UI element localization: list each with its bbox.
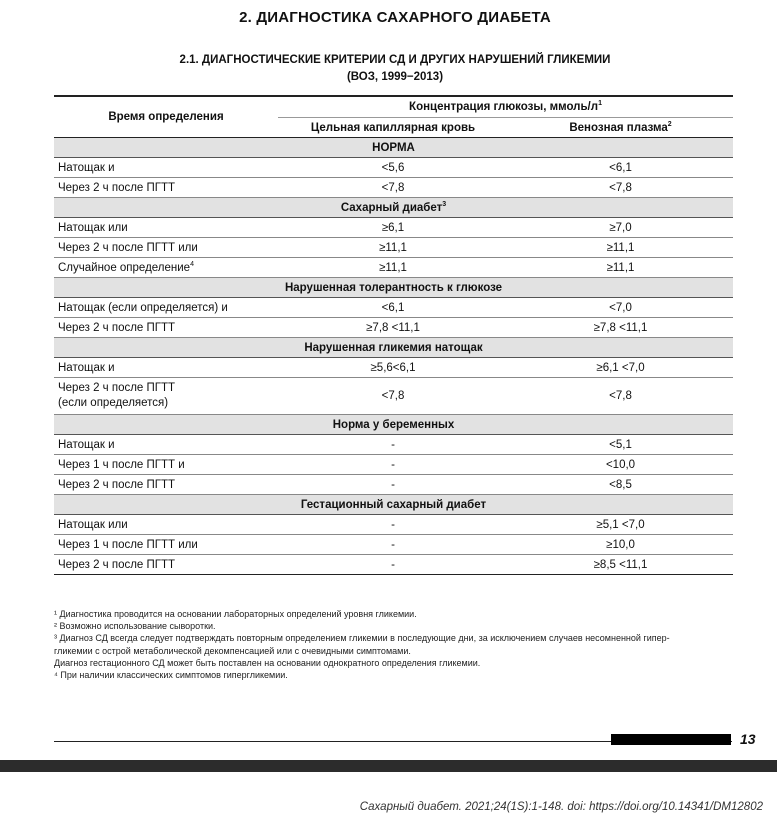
venous-cell: [508, 475, 733, 495]
venous-value: <7,0: [609, 301, 632, 314]
header-capillary-cell: [278, 118, 508, 138]
footnote: ³ Диагноз СД всегда следует подтверждать повторным определением гликемии в последующие дни, за исключением случаев несомненной гипер-: [54, 633, 670, 644]
time-label: Натощак и: [58, 438, 115, 451]
table-row: [54, 358, 733, 378]
section-header-row: [54, 338, 733, 358]
venous-cell: [508, 298, 733, 318]
venous-value: <6,1: [609, 161, 632, 174]
time-cell: [54, 358, 278, 378]
capillary-value: ≥5,6<6,1: [370, 361, 416, 374]
capillary-value: <7,8: [381, 181, 405, 194]
page-number: 13: [740, 731, 756, 747]
venous-value: <5,1: [609, 438, 632, 451]
time-label: Через 2 ч после ПГТТ: [58, 558, 176, 571]
venous-cell: [508, 435, 733, 455]
venous-cell: [508, 535, 733, 555]
capillary-cell: [278, 358, 508, 378]
venous-cell: [508, 158, 733, 178]
time-cell: [54, 158, 278, 178]
capillary-value: <6,1: [381, 301, 405, 314]
table-row: [54, 555, 733, 575]
venous-cell: [508, 378, 733, 415]
time-label: Через 2 ч после ПГТТ: [58, 181, 176, 194]
capillary-value: <7,8: [381, 389, 405, 402]
citation: Сахарный диабет. 2021;24(1S):1-148. doi: https://doi.org/10.14341/DM12802: [359, 801, 763, 813]
footnote: гликемии с острой метаболической декомпенсацией или с очевидными симптомами.: [54, 645, 411, 656]
venous-value: <7,8: [609, 389, 632, 402]
capillary-value: -: [391, 478, 395, 491]
venous-cell: [508, 238, 733, 258]
table-row: [54, 435, 733, 455]
section-title: Нарушенная гликемия натощак: [304, 341, 483, 354]
subsection-title-text: 2.1. ДИАГНОСТИЧЕСКИЕ КРИТЕРИИ СД И ДРУГИХ НАРУШЕНИЙ ГЛИКЕМИИ: [179, 54, 611, 66]
capillary-value: -: [391, 438, 395, 451]
criteria-table: [54, 95, 733, 575]
capillary-cell: [278, 475, 508, 495]
time-label: Через 1 ч после ПГТТ и: [58, 458, 185, 471]
section-title: Сахарный диабет: [340, 201, 443, 214]
section-header-row: [54, 495, 733, 515]
table-row: [54, 158, 733, 178]
capillary-cell: [278, 555, 508, 575]
section-header-row: [54, 138, 733, 158]
venous-cell: [508, 555, 733, 575]
table-row: [54, 238, 733, 258]
section-title: НОРМА: [372, 141, 415, 154]
table-header-row: [54, 96, 733, 118]
venous-value: <10,0: [605, 458, 636, 471]
capillary-cell: [278, 435, 508, 455]
venous-value: <7,8: [609, 181, 632, 194]
time-cell: [54, 258, 278, 278]
section-header-cell: [54, 138, 733, 158]
header-time-cell: [54, 96, 278, 138]
section-title: Гестационный сахарный диабет: [300, 498, 487, 511]
footnote: ¹ Диагностика проводится на основании лабораторных определений уровня гликемии.: [54, 609, 417, 619]
capillary-cell: [278, 378, 508, 415]
capillary-value: <5,6: [381, 161, 405, 174]
section-header-row: [54, 278, 733, 298]
time-cell: [54, 555, 278, 575]
header-venous: Венозная плазма: [569, 121, 668, 134]
venous-value: ≥10,0: [606, 538, 635, 551]
time-cell: [54, 435, 278, 455]
capillary-value: ≥6,1: [381, 221, 405, 234]
time-label: Через 2 ч после ПГТТ: [58, 382, 176, 394]
header-concentration-footnote-ref: 1: [598, 100, 602, 107]
time-label: Натощак или: [58, 221, 128, 234]
time-label: Натощак и: [58, 361, 115, 374]
venous-cell: [508, 258, 733, 278]
capillary-value: ≥11,1: [379, 261, 407, 274]
section-footnote-ref: 3: [442, 200, 447, 208]
table-row: [54, 178, 733, 198]
table-row: [54, 378, 733, 415]
section-header-row: [54, 415, 733, 435]
venous-value: ≥7,8 <11,1: [593, 321, 648, 334]
time-cell: [54, 318, 278, 338]
time-label: Натощак (если определяется) и: [58, 301, 228, 314]
time-cell: [54, 178, 278, 198]
time-label: Натощак или: [58, 518, 128, 531]
section-header-cell: [54, 338, 733, 358]
section-title: Норма у беременных: [332, 418, 455, 431]
capillary-cell: [278, 455, 508, 475]
header-capillary: Цельная капиллярная кровь: [310, 121, 476, 134]
time-label: Через 1 ч после ПГТТ или: [58, 538, 198, 551]
table-row: [54, 318, 733, 338]
venous-cell: [508, 178, 733, 198]
header-venous-cell: [508, 118, 733, 138]
table-row: [54, 218, 733, 238]
capillary-cell: [278, 535, 508, 555]
capillary-value: ≥11,1: [379, 241, 407, 254]
capillary-value: -: [391, 558, 395, 571]
time-label: Через 2 ч после ПГТТ: [58, 478, 176, 491]
venous-cell: [508, 455, 733, 475]
time-cell: [54, 378, 278, 415]
capillary-cell: [278, 298, 508, 318]
table-row: [54, 535, 733, 555]
header-concentration: Концентрация глюкозы, ммоль/л: [409, 101, 599, 113]
page-bottom-band: [0, 760, 777, 772]
subsection-source: (ВОЗ, 1999−2013): [346, 71, 444, 83]
header-concentration-cell: [278, 96, 733, 118]
time-cell: [54, 218, 278, 238]
capillary-value: -: [391, 538, 395, 551]
section-header-cell: [54, 278, 733, 298]
venous-cell: [508, 218, 733, 238]
footnote: ⁴ При наличии классических симптомов гипергликемии.: [54, 670, 288, 681]
capillary-cell: [278, 238, 508, 258]
table-row: [54, 515, 733, 535]
table-row: [54, 258, 733, 278]
table-row: [54, 298, 733, 318]
criteria-table-body: [54, 96, 733, 575]
table-row: [54, 475, 733, 495]
time-label: Натощак и: [58, 161, 115, 174]
footnote: ² Возможно использование сыворотки.: [54, 621, 216, 632]
venous-value: ≥7,0: [609, 221, 632, 234]
capillary-cell: [278, 218, 508, 238]
capillary-cell: [278, 158, 508, 178]
venous-value: ≥5,1 <7,0: [596, 518, 645, 531]
section-header-cell: [54, 415, 733, 435]
capillary-value: -: [391, 458, 395, 471]
venous-cell: [508, 358, 733, 378]
time-cell: [54, 535, 278, 555]
venous-value: <8,5: [609, 478, 632, 491]
venous-cell: [508, 318, 733, 338]
capillary-value: ≥7,8 <11,1: [366, 321, 420, 334]
footer-black-tab: [611, 734, 731, 745]
venous-cell: [508, 515, 733, 535]
time-cell: [54, 298, 278, 318]
time-cell: [54, 475, 278, 495]
footnotes: [54, 608, 744, 681]
footnote: Диагноз гестационного СД может быть поставлен на основании однократного определения гликемии.: [54, 657, 481, 668]
venous-value: ≥11,1: [606, 241, 635, 254]
time-cell: [54, 515, 278, 535]
header-time: Время определения: [108, 111, 224, 123]
time-label: Случайное определение: [58, 261, 191, 274]
section-title: 2. ДИАГНОСТИКА САХАРНОГО ДИАБЕТА: [239, 9, 551, 26]
section-header-cell: [54, 198, 733, 218]
section-header-cell: [54, 495, 733, 515]
criteria-table-wrapper: [54, 95, 733, 575]
time-label: Через 2 ч после ПГТТ: [58, 321, 176, 334]
time-label: Через 2 ч после ПГТТ или: [58, 241, 198, 254]
time-footnote-ref: 4: [190, 260, 194, 268]
capillary-cell: [278, 318, 508, 338]
section-title: Нарушенная толерантность к глюкозе: [284, 281, 503, 294]
subsection-title: [0, 52, 777, 86]
capillary-cell: [278, 258, 508, 278]
capillary-cell: [278, 515, 508, 535]
section-header-row: [54, 198, 733, 218]
capillary-value: -: [391, 518, 395, 531]
time-cell: [54, 238, 278, 258]
capillary-cell: [278, 178, 508, 198]
header-venous-footnote-ref: 2: [667, 120, 672, 128]
venous-value: ≥6,1 <7,0: [596, 361, 645, 374]
time-cell: [54, 455, 278, 475]
table-row: [54, 455, 733, 475]
venous-value: ≥11,1: [606, 261, 635, 274]
time-label-line2: (если определяется): [58, 397, 169, 409]
venous-value: ≥8,5 <11,1: [593, 558, 648, 571]
